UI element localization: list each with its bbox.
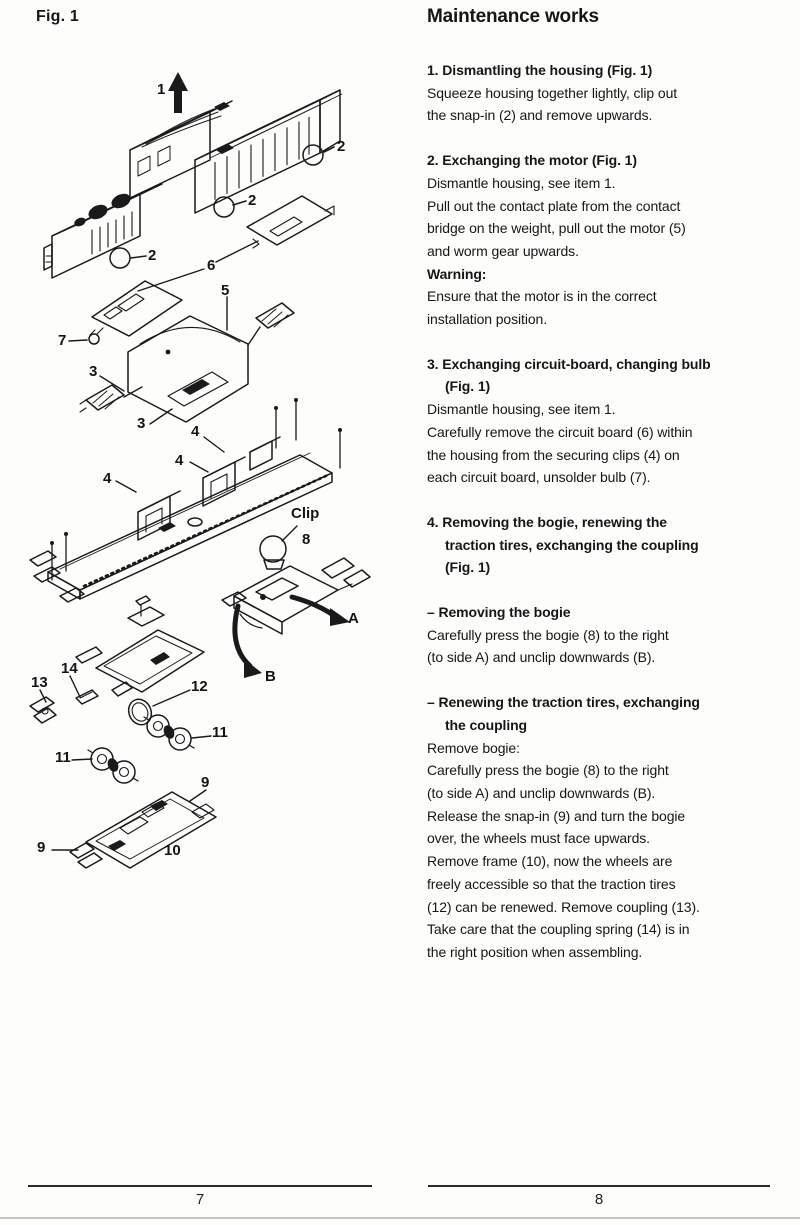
text-line: Pull out the contact plate from the contact (427, 197, 681, 214)
text-line: bridge on the weight, pull out the motor (5) (427, 220, 686, 237)
text-line: Take care that the coupling spring (14) is in (427, 921, 690, 938)
arrow-up-icon (168, 72, 188, 113)
text-line: – Removing the bogie (427, 604, 571, 621)
text-line: each circuit board, unsolder bulb (7). (427, 469, 651, 486)
text-line: (to side A) and unclip downwards (B). (427, 784, 656, 801)
callout-14: 14 (61, 660, 78, 677)
wheelset-2 (88, 748, 138, 783)
wheelset-1 (144, 715, 194, 750)
text-line: Remove bogie: (427, 739, 520, 756)
text-line: (to side A) and unclip downwards (B). (427, 649, 656, 666)
callout-2b: 2 (248, 192, 257, 209)
text-line: the snap-in (2) and remove upwards. (427, 107, 653, 124)
text-line: (Fig. 1) (445, 559, 491, 576)
text-line: traction tires, exchanging the coupling (445, 536, 699, 553)
callout-10: 10 (164, 842, 181, 859)
callout-a: A (348, 610, 359, 627)
maintenance-article (427, 6, 772, 986)
arrow-b-icon (235, 606, 262, 678)
callout-9b: 9 (37, 839, 46, 856)
figure-1 (0, 0, 420, 960)
callout-5: 5 (221, 282, 230, 299)
text-line: Carefully press the bogie (8) to the right (427, 626, 669, 643)
text-line: 1. Dismantling the housing (Fig. 1) (427, 62, 653, 78)
text-line: the right position when assembling. (427, 943, 643, 960)
text-line: Dismantle housing, see item 1. (427, 401, 616, 418)
text-line: Squeeze housing together lightly, clip out (427, 84, 678, 101)
text-line: – Renewing the traction tires, exchanging (427, 694, 700, 711)
callout-1: 1 (157, 81, 166, 98)
leader-lines-clips (116, 437, 224, 492)
callout-4c: 4 (103, 470, 112, 487)
page-title: Maintenance works (427, 6, 599, 27)
text-line: installation position. (427, 311, 547, 328)
callout-11a: 11 (212, 724, 228, 741)
section (427, 511, 772, 579)
section (427, 691, 772, 963)
motor (80, 303, 294, 422)
text-line: Remove frame (10), now the wheels are (427, 853, 673, 870)
callout-9a: 9 (201, 774, 210, 791)
callout-12: 12 (191, 678, 208, 695)
text-line: Carefully remove the circuit board (6) within (427, 423, 693, 440)
text-line: 3. Exchanging circuit-board, changing bulb (427, 355, 711, 372)
sections (427, 59, 772, 964)
callout-b: B (265, 668, 276, 685)
text-line: the housing from the securing clips (4) on (427, 446, 680, 463)
callout-3b: 3 (137, 415, 146, 432)
text-line: freely accessible so that the traction tires (427, 875, 676, 892)
callout-13: 13 (31, 674, 48, 691)
page-number-left: 7 (195, 1191, 205, 1208)
chassis-weight (30, 398, 342, 602)
footer-rule-left (28, 1185, 372, 1187)
coupling-parts (30, 690, 98, 723)
section (427, 149, 772, 331)
exploded-diagram (0, 0, 420, 960)
traction-tire (125, 696, 156, 729)
text-line: over, the wheels must face upwards. (427, 830, 650, 847)
text-line: Warning: (427, 265, 487, 282)
text-line: Dismantle housing, see item 1. (427, 174, 616, 191)
scan-edge-line (0, 1217, 800, 1219)
text-line: (Fig. 1) (445, 378, 491, 395)
text-line: Release the snap-in (9) and turn the bogie (427, 807, 686, 824)
callout-11b: 11 (55, 749, 71, 766)
callout-7: 7 (58, 332, 67, 349)
section (427, 353, 772, 489)
leader-lines-motor (100, 297, 227, 424)
text-line: Ensure that the motor is in the correct (427, 288, 657, 305)
callout-4b: 4 (175, 452, 184, 469)
section (427, 59, 772, 127)
contact-plate (247, 196, 334, 248)
callout-4a: 4 (191, 423, 200, 440)
callout-8: 8 (302, 531, 311, 548)
text-line: 2. Exchanging the motor (Fig. 1) (427, 152, 637, 169)
text-line: the coupling (445, 716, 528, 733)
footer-rule-right (428, 1185, 770, 1187)
callout-2c: 2 (148, 247, 157, 264)
text-line: and worm gear upwards. (427, 242, 579, 259)
callout-3a: 3 (89, 363, 98, 380)
callout-6: 6 (207, 257, 216, 274)
housing-shell (44, 72, 342, 278)
callout-2a: 2 (337, 138, 346, 155)
figure-label: Fig. 1 (36, 8, 79, 25)
section (427, 601, 772, 669)
text-line: (12) can be renewed. Remove coupling (13). (427, 898, 700, 915)
bogie-frame-flipped (76, 596, 204, 696)
text-line: 4. Removing the bogie, renewing the (427, 513, 667, 530)
circuit-board (89, 281, 182, 344)
text-line: Carefully press the bogie (8) to the right (427, 762, 669, 779)
bogie-bottom-frame (70, 792, 216, 868)
callout-clip: Clip (291, 505, 320, 522)
page-number-right: 8 (594, 1191, 604, 1208)
